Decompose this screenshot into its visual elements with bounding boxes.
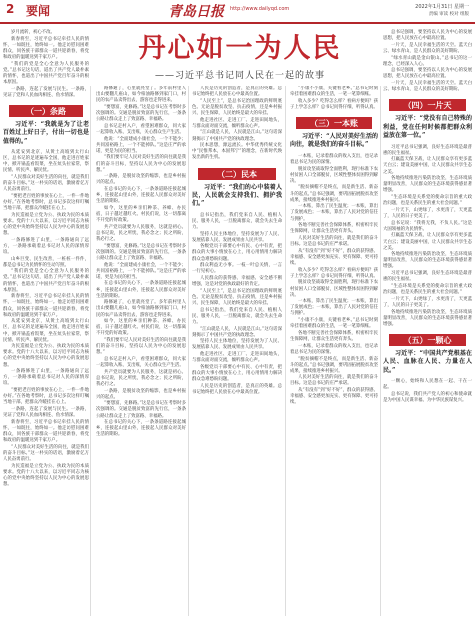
paragraph: 脱贫攻坚战取得全面胜利，现行标准下农村贫困人口全部脱贫，区域性整体贫困得到解决。 — [290, 280, 378, 298]
paragraph: 各地持续推进污染防治攻坚，生态环境质量明显改善，人民群众的生态环境获得感显著增强。 — [383, 252, 472, 270]
paragraph: 为民造福是立党为公、执政为民的本质要求。党的十八大以来，以习近平同志为核心的党中央始终坚持以人民为中心的发展思想。 — [3, 344, 89, 368]
paragraph: 从“有没有”到“好不好”，群众的获得感、幸福感、安全感更加充实、更有保障、更可持续。 — [290, 388, 378, 406]
article-column-2 — [96, 86, 186, 618]
article-column-3 — [192, 86, 282, 618]
paragraph: “我们要牢记人民对美好生活的向往就是我们的奋斗目标，坚持以人民为中心的发展思想。” — [96, 155, 186, 173]
paragraph: 收入多少？吃得怎么样？看病方便吗？孩子上学怎么样？总书记问得仔细，听得认真。 — [290, 267, 378, 279]
headline: 丹心如一为人民 — [138, 33, 342, 64]
paragraph: “我们的党是全心全意为人民服务的党。”总书记这句话，道出了共产党人最朴素的情怀，也道出了中国共产党百年奋斗的根本原因。 — [3, 61, 89, 85]
paragraph: 总书记强调，要坚持以人民为中心的发展思想，把人民放在心中最高位置。 — [383, 30, 472, 42]
paragraph: 一本账，记录着群众的收入支出，也记录着总书记为民的深情。 — [290, 343, 378, 355]
paragraph: 一片天，是人民幸福生活的天空。蓝天白云、绿水青山，是人民群众的美好期盼。 — [383, 42, 472, 54]
paragraph: 他说：“全面建成小康社会，一个不能少；共同富裕路上，一个不能掉队。”这是庄严的承诺，更是为民的担当。 — [96, 262, 186, 280]
article-column-1 — [3, 24, 89, 618]
paragraph: 为民造福是立党为公、执政为民的本质要求。党的十八大以来，以习近平同志为核心的党中央始终坚持以人民为中心的发展思想。 — [3, 463, 89, 487]
section-lede: 习近平：“党没有自己特殊的利益，党在任何时候都把群众利益放在第一位。” — [383, 115, 472, 140]
section-lede: 习近平：“我就是为了让老百姓过上好日子，付出一切也是值得的。” — [3, 120, 89, 145]
paragraph: 一条路修进了山里，一条路通向了远方，一条路承载着总书记对人民的深情厚谊。 — [3, 369, 89, 387]
paragraph: 在总书记的关心下，一条条道路连接起城乡，连接起山里山外，连接起人民群众对美好生活的期盼。 — [96, 420, 186, 438]
paragraph: 各级党员干部要心中有民、心中有责，把群众的大事小情放在心上，用心用情用力解决群众急难愁盼问题。 — [192, 364, 282, 383]
paragraph: 路修通了，心里就亮堂了。多年前村里人出山要翻几座山，如今柏油路修到家门口，村民的农产品卖得出去，游客也走得进来。 — [96, 300, 186, 318]
paragraph: 如今，这里的乡亲们种茶、养蜂、办民宿，日子越过越红火。村民们说，这一切都离不开党的好政策。 — [96, 205, 186, 224]
section-heading-1: （一）条路 — [9, 105, 83, 117]
paragraph: 总书记说，我们共产党人的初心和使命就是为中国人民谋幸福、为中华民族谋复兴。 — [383, 391, 472, 403]
paragraph: 习近平总书记强调，良好生态环境是最普惠的民生福祉。 — [383, 144, 472, 156]
paragraph: 群众利益无小事。一枝一叶总关情，一言一行见初心。 — [192, 263, 282, 275]
paragraph: 习近平总书记强调，良好生态环境是最普惠的民生福祉。 — [383, 271, 472, 283]
paragraph: 人民对美好生活的向往，就是我们的奋斗目标。这是总书记的庄严承诺。 — [290, 375, 378, 387]
paragraph: “小康不小康，关键看老乡。”总书记时刻牵挂着困难群众的生活，一笔一笔算细账。 — [290, 86, 378, 98]
column-divider — [285, 86, 286, 616]
paragraph: 他走进社区、走进工厂、走进田间地头，与群众面对面交流，倾听群众心声。 — [192, 117, 282, 129]
paragraph: 一本账，记录着群众的收入支出，也记录着总书记为民的深情。 — [290, 153, 378, 165]
paragraph: 一条路，是脱贫攻坚的缩影，也是乡村振兴的起点。 — [96, 388, 186, 400]
paragraph: 总书记指出，我们党来自人民、植根人民、服务人民，一旦脱离群众，就会失去生命力。 — [192, 212, 282, 230]
paragraph: “我们的党是全心全意为人民服务的党。”总书记这句话，道出了共产党人最朴素的情怀，也道出了中国共产党百年奋斗的根本原因。 — [3, 269, 89, 293]
paragraph: 坚持人民主体地位，坚持发展为了人民、发展依靠人民、发展成果由人民共享。 — [192, 339, 282, 351]
newspaper-logo: 青岛日报 — [168, 4, 224, 20]
section-lede: 习近平：“我们的心中装着人民，人民就会支持我们、拥护我们。” — [192, 183, 282, 208]
paragraph: 如今，这里的乡亲们种茶、养蜂、办民宿，日子越过越红火。村民们说，这一切都离不开党的好政策。 — [96, 319, 186, 337]
column-divider — [90, 86, 91, 616]
paragraph: 一条路，连起了发展与民生。一条路，见证了党和人民血肉相连、鱼水情深。 — [3, 86, 89, 98]
paragraph: 在总书记的关心下，一条条道路连接起城乡，连接起山里山外，连接起人民群众对美好生活的期盼。 — [96, 187, 186, 205]
paragraph: 总书记说：“我将无我，不负人民。”这是大国领袖的为民情怀。 — [383, 220, 472, 232]
paragraph: 人民是历史的创造者，是真正的英雄。总书记始终把人民放在心中最高位置。 — [192, 86, 282, 98]
paragraph: 总书记走村入户，看望困难群众，同大家一起算收入账、支出账，关心群众生产生活。 — [96, 356, 186, 369]
article-column-4 — [290, 86, 378, 618]
paragraph: 路修通了，心里就亮堂了。多年前村里人出山要翻几座山，如今柏油路修到家门口，村民的农产品卖得出去，游客也走得进来。 — [96, 86, 186, 104]
paragraph: “脱贫摘帽不是终点，而是新生活、新奋斗的起点。”总书记强调，要巩固拓展脱贫攻坚成果，接续推进乡村振兴。 — [290, 185, 378, 203]
paragraph: “人民群众对美好生活的向往，就是我们的奋斗目标。”这一朴实的话语，激励着亿万人民奋勇前行。 — [3, 444, 89, 462]
paragraph: 各地不断完善社会保障体系，织密织牢民生保障网，让群众生活更有奔头。 — [290, 223, 378, 235]
editor-line: 责编 审读 校对 组版 — [428, 12, 469, 17]
paragraph: 收入多少？吃得怎么样？看病方便吗？孩子上学怎么样？总书记问得仔细，听得认真。 — [290, 98, 378, 110]
paragraph: 一片天下，山更绿了，水更清了，天更蓝了，人民的日子更美了。 — [383, 207, 472, 219]
paragraph: “要把老百姓的事放在心上，一件一件地办好。”在各地考察时，总书记多次这样叮嘱当地干部，把群众冷暖挂在心上。 — [3, 193, 89, 212]
paragraph: 民本思想，源远流长。中华优秀传统文化中“民惟邦本，本固邦宁”的理念，在新时代焕发出新的生机。 — [192, 143, 282, 161]
paragraph: “要想富，先修路。”这是总书记在考察时多次强调的。交通是脱贫致富的先行官，一条条公路让群众走上了致富路、幸福路。 — [96, 243, 186, 261]
paragraph: 从“有没有”到“好不好”，群众的获得感、幸福感、安全感更加充实、更有保障、更可持续。 — [290, 248, 378, 266]
paragraph: 一条路，是脱贫攻坚的缩影，也是乡村振兴的起点。 — [96, 174, 186, 186]
newspaper-url[interactable]: http://www.dailyqd.com — [230, 6, 290, 12]
paragraph: “小康不小康，关键看老乡。”总书记时刻牵挂着困难群众的生活，一笔一笔算细账。 — [290, 318, 378, 330]
paragraph: 人民群众的获得感、幸福感、安全感不断增强，这是对党的执政最好的肯定。 — [192, 276, 282, 288]
paragraph: 新春将至，习近平总书记牵挂人民的情怀，一如既往，始终如一。他走访慰问困难群众，同各族干部群众一道共迎新春，将党和政府的温暖送到千家万户。 — [3, 419, 89, 444]
section-lede: 习近平：“人民对美好生活的向往，就是我们的奋斗目标。” — [290, 132, 378, 149]
paragraph: 为民造福是立党为公、执政为民的本质要求。党的十八大以来，以习近平同志为核心的党中央始终坚持以人民为中心的发展思想。 — [3, 212, 89, 237]
paragraph: 一条路，连起了发展与民生。一条路，见证了党和人民血肉相连、鱼水情深。 — [3, 407, 89, 419]
paragraph: 各地持续推进污染防治攻坚，生态环境质量明显改善，人民群众的生态环境获得感显著增强。 — [383, 176, 472, 194]
section-heading-5: （五）一颗心 — [389, 334, 466, 346]
article-column-5 — [383, 24, 472, 618]
paragraph: 总书记走村入户，看望困难群众，同大家一起算收入账、支出账，关心群众生产生活。 — [96, 123, 186, 135]
column-divider — [380, 86, 381, 616]
masthead — [0, 0, 475, 24]
paragraph: “要把老百姓的事放在心上，一件一件地办好。”在各地考察时，总书记多次这样叮嘱当地干部，把群众冷暖挂在心上。 — [3, 388, 89, 406]
paragraph: “江山就是人民，人民就是江山。”这句话深刻揭示了中国共产党的执政理念。 — [192, 326, 282, 338]
paragraph: “要想富，先修路。”这是总书记在考察时多次强调的。交通是脱贫致富的先行官，一条条公路让群众走上了致富路、幸福路。 — [96, 104, 186, 123]
paragraph: 一本账，算出了民生温度；一本账，算出了发展成色；一本账，算出了人民对党的信任与拥护。 — [290, 204, 378, 222]
paragraph: 各地持续推进污染防治攻坚，生态环境质量明显改善，人民群众的生态环境获得感显著增强。 — [383, 309, 472, 327]
paragraph: “人民群众对美好生活的向往，就是我们的奋斗目标。”这一朴实的话语，激励着亿万人民奋勇前行。 — [3, 175, 89, 193]
paragraph: 从延安到北京，从黄土高坡到太行山区，总书记的足迹遍布全国，他走进百姓家中，掀开锅盖看饭菜，坐在炕头拉家常，察民情、听民声、解民忧。 — [3, 319, 89, 343]
paragraph: 在总书记的关心下，一条条道路连接起城乡，连接起山里山外，连接起人民群众对美好生活的期盼。 — [96, 281, 186, 299]
paragraph: “要想富，先修路。”这是总书记在考察时多次强调的。交通是脱贫致富的先行官，一条条公路让群众走上了致富路、幸福路。 — [96, 401, 186, 419]
paragraph: “人民至上”，是总书记治国理政的鲜明底色。无论是脱贫攻坚、抗击疫情，还是乡村振兴、民生保障，人民始终是最大的牵挂。 — [192, 288, 282, 306]
paragraph: 打赢蓝天保卫战，让人民群众享有更多蓝天白云；建设美丽中国，让人民群众共享生态之美。 — [383, 157, 472, 175]
paragraph: “绿水青山就是金山银山。”总书记的这一理念，已经深入人心。 — [383, 55, 472, 67]
paragraph: “生态环境是关系党的使命宗旨的重大政治问题，也是关系民生的重大社会问题。” — [383, 283, 472, 296]
paragraph: 一片天下，山更绿了，水更清了，天更蓝了，人民的日子更美了。 — [383, 296, 472, 308]
section-heading-4: （四）一片天 — [389, 99, 466, 111]
paragraph: “生态环境是关系党的使命宗旨的重大政治问题，也是关系民生的重大社会问题。” — [383, 195, 472, 207]
paragraph: “人民至上”，是总书记治国理政的鲜明底色。无论是脱贫攻坚、抗击疫情，还是乡村振兴、民生保障，人民始终是最大的牵挂。 — [192, 98, 282, 116]
paragraph: 山乡巨变、民生改善，一桩桩一件件，都是总书记为民情怀的生动写照。 — [3, 256, 89, 268]
paragraph: 一本账，算出了民生温度；一本账，算出了发展成色；一本账，算出了人民对党的信任与拥护。 — [290, 299, 378, 317]
paragraph: 共产党员就要为人民服务，这就是初心。总书记说，民之所忧，我必念之；民之所盼，我必行之。 — [96, 369, 186, 387]
paragraph: 新春将至，习近平总书记牵挂人民的情怀，一如既往，始终如一。他走访慰问困难群众，同各族干部群众一道共迎新春，将党和政府的温暖送到千家万户。 — [3, 36, 89, 60]
section-heading-3: （三）一本账 — [296, 117, 372, 129]
paragraph: 他说：“全面建成小康社会，一个不能少；共同富裕路上，一个不能掉队。”这是庄严的承诺，更是为民的担当。 — [96, 136, 186, 154]
paragraph: “我们要牢记人民对美好生活的向往就是我们的奋斗目标，坚持以人民为中心的发展思想。” — [96, 338, 186, 356]
subheadline: ——习近平总书记同人民在一起的故事 — [154, 71, 325, 81]
paragraph: 总书记指出，我们党来自人民、植根人民、服务人民，一旦脱离群众，就会失去生命力。 — [192, 307, 282, 325]
paragraph: 总书记强调，要坚持以人民为中心的发展思想，把人民放在心中最高位置。 — [383, 68, 472, 80]
paragraph: “脱贫摘帽不是终点，而是新生活、新奋斗的起点。”总书记强调，要巩固拓展脱贫攻坚成果，接续推进乡村振兴。 — [290, 356, 378, 374]
paragraph: 岁月流转，初心不改。 — [11, 30, 55, 35]
paragraph: 从延安到北京，从黄土高坡到太行山区，总书记的足迹遍布全国，他走进百姓家中，掀开锅盖看饭菜，坐在炕头拉家常，察民情、听民声、解民忧。 — [3, 150, 89, 174]
paragraph: 人民对美好生活的向往，就是我们的奋斗目标。这是总书记的庄严承诺。 — [290, 235, 378, 248]
column-divider — [188, 86, 189, 616]
paragraph: 新春将至，习近平总书记牵挂人民的情怀，一如既往，始终如一。他走访慰问困难群众，同各族干部群众一道共迎新春，将党和政府的温暖送到千家万户。 — [3, 294, 89, 318]
paragraph: 坚持人民主体地位，坚持发展为了人民、发展依靠人民、发展成果由人民共享。 — [192, 231, 282, 243]
paragraph: 脱贫攻坚战取得全面胜利，现行标准下农村贫困人口全部脱贫，区域性整体贫困得到解决。 — [290, 166, 378, 184]
section-heading-2: （二）民本 — [198, 168, 276, 180]
paragraph: 一颗心，始终和人民想在一起、干在一起。 — [383, 379, 472, 391]
paragraph: 人民是历史的创造者，是真正的英雄。总书记始终把人民放在心中最高位置。 — [192, 383, 282, 395]
paragraph: 各地不断完善社会保障体系，织密织牢民生保障网，让群众生活更有奔头。 — [290, 330, 378, 343]
paragraph: 一条路修进了山里，一条路通向了远方，一条路承载着总书记对人民的深情厚谊。 — [3, 237, 89, 255]
page-number: 2 — [6, 2, 15, 16]
section-name: 要闻 — [26, 4, 51, 18]
issue-date: 2022年1月31日 星期一 — [415, 4, 469, 10]
paragraph: 共产党员就要为人民服务，这就是初心。总书记说，民之所忧，我必念之；民之所盼，我必行之。 — [96, 224, 186, 242]
paragraph: 他走进社区、走进工厂、走进田间地头，与群众面对面交流，倾听群众心声。 — [192, 352, 282, 364]
section-lede: 习近平：“中国共产党根基在人民、血脉在人民、力量在人民。” — [383, 349, 472, 374]
paragraph: 各级党员干部要心中有民、心中有责，把群众的大事小情放在心上，用心用情用力解决群众急难愁盼问题。 — [192, 244, 282, 262]
paragraph: “江山就是人民，人民就是江山。”这句话深刻揭示了中国共产党的执政理念。 — [192, 130, 282, 142]
paragraph: 一片天，是人民幸福生活的天空。蓝天白云、绿水青山，是人民群众的美好期盼。 — [383, 81, 472, 93]
paragraph: 打赢蓝天保卫战，让人民群众享有更多蓝天白云；建设美丽中国，让人民群众共享生态之美。 — [383, 233, 472, 251]
